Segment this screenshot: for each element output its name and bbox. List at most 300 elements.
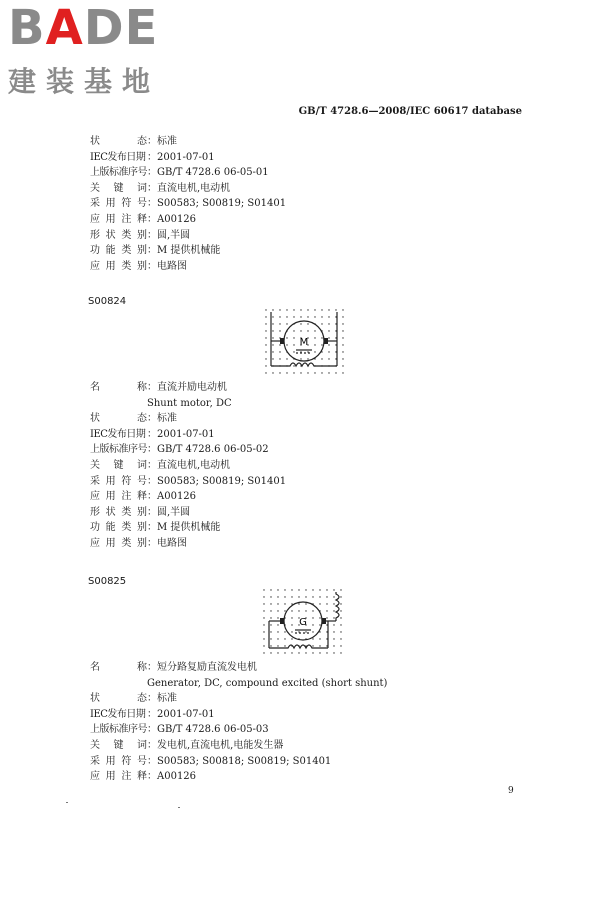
grid-dot	[272, 344, 273, 345]
grid-dot	[279, 344, 280, 345]
field-label: IEC发布日期	[90, 151, 146, 163]
field-label: 应 用 注 释	[90, 771, 147, 783]
grid-dot	[279, 323, 280, 324]
field-label: IEC发布日期	[90, 708, 146, 720]
standard-header: GB/T 4728.6—2008/IEC 60617 database	[298, 106, 522, 117]
scan-speck	[178, 807, 180, 808]
grid-dot	[291, 652, 292, 653]
grid-dot	[263, 589, 264, 590]
label-colon: ：	[147, 382, 157, 393]
grid-dot	[263, 631, 264, 632]
grid-dot	[291, 624, 292, 625]
logo-letters: B	[8, 0, 46, 56]
grid-dot	[293, 365, 294, 366]
motor-letter: M	[299, 337, 309, 348]
label-colon: ：	[147, 260, 157, 272]
grid-dot	[263, 610, 264, 611]
grid-dot	[333, 589, 334, 590]
grid-dot	[263, 617, 264, 618]
grid-dot	[335, 372, 336, 373]
field-value: 标准	[157, 136, 177, 147]
grid-dot	[340, 624, 341, 625]
field-label: 形 状 类 别	[90, 229, 147, 241]
grid-dot	[279, 372, 280, 373]
brush-right	[322, 618, 326, 624]
grid-dot	[328, 330, 329, 331]
field-value: 圆,半圆	[157, 229, 191, 241]
grid-dot	[270, 596, 271, 597]
grid-dot	[293, 372, 294, 373]
label-colon: ：	[147, 198, 157, 210]
grid-dot	[321, 316, 322, 317]
record-row	[90, 165, 530, 181]
grid-dot	[333, 610, 334, 611]
grid-dot	[286, 372, 287, 373]
grid-dot	[326, 596, 327, 597]
grid-dot	[314, 316, 315, 317]
grid-dot	[286, 316, 287, 317]
grid-dot	[279, 316, 280, 317]
field-label: 形 状 类 别	[90, 506, 147, 518]
grid-dot	[321, 372, 322, 373]
grid-dot	[340, 617, 341, 618]
grid-dot	[342, 337, 343, 338]
grid-dot	[286, 337, 287, 338]
record-row	[90, 212, 530, 228]
grid-dot	[342, 351, 343, 352]
label-colon: ：	[147, 522, 157, 534]
grid-dot	[326, 589, 327, 590]
field-value: 电路图	[157, 537, 187, 549]
label-colon: ：	[147, 413, 157, 425]
grid-dot	[312, 610, 313, 611]
grid-dot	[333, 645, 334, 646]
grid-dot	[319, 652, 320, 653]
grid-dot	[326, 617, 327, 618]
grid-dot	[342, 316, 343, 317]
grid-dot	[270, 638, 271, 639]
field-value: 短分路复励直流发电机	[157, 662, 257, 673]
field-value: GB/T 4728.6 06-05-02	[157, 444, 269, 456]
grid-dot	[272, 316, 273, 317]
label-colon: ：	[147, 475, 157, 487]
field-label: 应 用 注 释	[90, 491, 147, 503]
grid-dot	[293, 330, 294, 331]
record-row	[90, 489, 530, 505]
grid-dot	[291, 610, 292, 611]
brand-logo	[8, 2, 158, 54]
grid-dot	[270, 603, 271, 604]
grid-dot	[277, 652, 278, 653]
record-row	[90, 196, 530, 212]
grid-dot	[333, 652, 334, 653]
field-label: 关 键 词	[90, 459, 147, 471]
grid-dot	[340, 610, 341, 611]
grid-dot	[300, 309, 301, 310]
grid-dot	[328, 358, 329, 359]
grid-dot	[277, 603, 278, 604]
field-value: 标准	[157, 413, 177, 425]
grid-dot	[328, 351, 329, 352]
grid-dot	[263, 645, 264, 646]
grid-dot	[321, 337, 322, 338]
grid-dot	[326, 652, 327, 653]
grid-dot	[279, 330, 280, 331]
grid-dot	[312, 645, 313, 646]
grid-dot	[272, 323, 273, 324]
shunt-winding	[271, 363, 337, 366]
grid-dot	[279, 309, 280, 310]
grid-dot	[328, 323, 329, 324]
grid-dot	[270, 589, 271, 590]
grid-dot	[307, 323, 308, 324]
grid-dot	[270, 631, 271, 632]
grid-dot	[265, 351, 266, 352]
label-colon: ：	[147, 491, 157, 503]
field-value: A00126	[157, 771, 197, 783]
field-value: S00583; S00818; S00819; S01401	[157, 755, 332, 767]
grid-dot	[277, 589, 278, 590]
label-colon: ：	[147, 213, 157, 225]
grid-dot	[284, 652, 285, 653]
field-label: 上版标准序号	[90, 444, 147, 456]
grid-dot	[333, 603, 334, 604]
grid-dot	[305, 596, 306, 597]
grid-dot	[319, 603, 320, 604]
record-row	[90, 536, 530, 552]
label-colon: ：	[147, 739, 157, 751]
grid-dot	[265, 323, 266, 324]
field-label: 状 态	[90, 693, 147, 705]
grid-dot	[263, 603, 264, 604]
field-label: 采 用 符 号	[90, 198, 147, 210]
grid-dot	[277, 610, 278, 611]
grid-dot	[277, 617, 278, 618]
grid-dot	[321, 358, 322, 359]
grid-dot	[272, 358, 273, 359]
grid-dot	[340, 603, 341, 604]
field-label: 应 用 类 别	[90, 260, 147, 272]
grid-dot	[284, 610, 285, 611]
grid-dot	[305, 652, 306, 653]
symbol-code: S00824	[88, 296, 127, 307]
field-label: 上版标准序号	[90, 724, 147, 736]
grid-dot	[293, 309, 294, 310]
grid-dot	[342, 309, 343, 310]
grid-dot	[312, 624, 313, 625]
field-label: 功 能 类 别	[90, 522, 147, 534]
label-colon: ：	[147, 755, 157, 767]
label-colon: ：	[147, 537, 157, 549]
field-value: 圆,半圆	[157, 506, 191, 518]
field-label: 名 称	[90, 382, 147, 393]
record-row	[90, 411, 530, 427]
field-label: 上版标准序号	[90, 167, 147, 179]
grid-dot	[312, 638, 313, 639]
brush-left	[280, 618, 284, 624]
field-value: 发电机,直流电机,电能发生器	[157, 739, 284, 751]
field-value: Generator, DC, compound excited (short shunt)	[147, 677, 388, 689]
grid-dot	[321, 344, 322, 345]
record-row	[90, 769, 530, 785]
field-label: IEC发布日期	[90, 428, 146, 440]
grid-dot	[298, 589, 299, 590]
record-row	[90, 134, 530, 150]
record-row	[90, 380, 530, 396]
field-label: 状 态	[90, 413, 147, 425]
grid-dot	[298, 603, 299, 604]
grid-dot	[342, 365, 343, 366]
grid-dot	[328, 309, 329, 310]
label-colon: ：	[147, 167, 157, 179]
grid-dot	[328, 344, 329, 345]
grid-dot	[305, 589, 306, 590]
record-row	[90, 442, 530, 458]
symbol-code: S00825	[88, 576, 127, 587]
grid-dot	[340, 645, 341, 646]
record-row	[90, 243, 530, 259]
grid-dot	[270, 652, 271, 653]
field-value: S00583; S00819; S01401	[157, 198, 287, 210]
brush-right	[324, 338, 328, 344]
grid-dot	[265, 344, 266, 345]
grid-dot	[319, 638, 320, 639]
grid-dot	[265, 337, 266, 338]
grid-dot	[342, 344, 343, 345]
grid-dot	[277, 631, 278, 632]
grid-dot	[265, 309, 266, 310]
grid-dot	[333, 638, 334, 639]
grid-dot	[314, 309, 315, 310]
record-row	[90, 396, 530, 412]
field-value: 标准	[157, 693, 177, 705]
grid-dot	[312, 589, 313, 590]
grid-dot	[284, 603, 285, 604]
grid-dot	[265, 330, 266, 331]
grid-dot	[321, 309, 322, 310]
record-row	[90, 754, 530, 770]
grid-dot	[270, 624, 271, 625]
grid-dot	[307, 330, 308, 331]
field-value: A00126	[157, 491, 197, 503]
label-colon: ：	[147, 229, 157, 241]
label-colon: ：	[147, 771, 157, 783]
grid-dot	[279, 358, 280, 359]
field-label: 名 称	[90, 662, 147, 673]
record-row	[90, 660, 530, 676]
grid-dot	[312, 617, 313, 618]
logo-accent-letter: A	[45, 0, 84, 56]
grid-dot	[263, 652, 264, 653]
shunt-motor-symbol	[264, 308, 344, 376]
grid-dot	[284, 631, 285, 632]
grid-dot	[286, 323, 287, 324]
grid-dot	[272, 337, 273, 338]
record-section-2	[90, 380, 530, 552]
grid-dot	[326, 610, 327, 611]
compound-generator-symbol	[262, 588, 348, 658]
grid-dot	[305, 631, 306, 632]
record-row	[90, 259, 530, 275]
grid-dot	[305, 603, 306, 604]
grid-dot	[263, 638, 264, 639]
grid-dot	[305, 610, 306, 611]
field-value: Shunt motor, DC	[147, 397, 232, 409]
grid-dot	[342, 330, 343, 331]
grid-dot	[314, 337, 315, 338]
field-label: 应 用 注 释	[90, 213, 147, 225]
grid-dot	[263, 624, 264, 625]
label-colon: ：	[147, 724, 157, 736]
grid-dot	[319, 596, 320, 597]
grid-dot	[314, 372, 315, 373]
record-row	[90, 691, 530, 707]
field-value: 2001-07-01	[157, 428, 215, 440]
field-label: 关 键 词	[90, 739, 147, 751]
grid-dot	[270, 617, 271, 618]
record-row	[90, 228, 530, 244]
grid-dot	[272, 351, 273, 352]
grid-dot	[300, 323, 301, 324]
grid-dot	[333, 624, 334, 625]
field-value: GB/T 4728.6 06-05-01	[157, 167, 269, 179]
grid-dot	[291, 617, 292, 618]
field-value: S00583; S00819; S01401	[157, 475, 287, 487]
label-colon: ：	[147, 182, 157, 194]
grid-dot	[277, 624, 278, 625]
grid-dot	[307, 372, 308, 373]
label-colon: ：	[147, 151, 157, 163]
grid-dot	[293, 337, 294, 338]
field-label: 采 用 符 号	[90, 755, 147, 767]
grid-dot	[286, 358, 287, 359]
grid-dot	[326, 603, 327, 604]
grid-dot	[284, 596, 285, 597]
grid-dot	[291, 589, 292, 590]
record-row	[90, 181, 530, 197]
grid-dot	[300, 358, 301, 359]
label-colon: ：	[147, 506, 157, 518]
grid-dot	[342, 323, 343, 324]
field-label: 应 用 类 别	[90, 537, 147, 549]
record-row	[90, 427, 530, 443]
grid-dot	[328, 337, 329, 338]
field-value: GB/T 4728.6 06-05-03	[157, 724, 269, 736]
grid-dot	[277, 638, 278, 639]
grid-dot	[300, 330, 301, 331]
grid-dot	[333, 596, 334, 597]
grid-dot	[291, 638, 292, 639]
grid-dot	[314, 344, 315, 345]
grid-dot	[312, 596, 313, 597]
field-label: 关 键 词	[90, 182, 147, 194]
grid-dot	[270, 645, 271, 646]
record-row	[90, 505, 530, 521]
grid-dot	[307, 309, 308, 310]
grid-dot	[319, 617, 320, 618]
grid-dot	[293, 316, 294, 317]
grid-dot	[314, 330, 315, 331]
field-value: 直流电机,电动机	[157, 182, 231, 194]
grid-dot	[319, 589, 320, 590]
grid-dot	[298, 596, 299, 597]
grid-dot	[300, 372, 301, 373]
grid-dot	[319, 645, 320, 646]
field-value: 2001-07-01	[157, 708, 215, 720]
label-colon: ：	[147, 136, 157, 147]
grid-dot	[286, 344, 287, 345]
field-value: 2001-07-01	[157, 151, 215, 163]
grid-dot	[277, 645, 278, 646]
label-colon: ：	[147, 245, 157, 257]
grid-dot	[328, 316, 329, 317]
grid-dot	[342, 358, 343, 359]
grid-dot	[277, 596, 278, 597]
grid-dot	[272, 309, 273, 310]
field-label: 采 用 符 号	[90, 475, 147, 487]
grid-dot	[314, 351, 315, 352]
grid-dot	[328, 372, 329, 373]
record-row	[90, 738, 530, 754]
field-value: 电路图	[157, 260, 187, 272]
field-value: M 提供机械能	[157, 245, 221, 257]
record-row	[90, 676, 530, 692]
record-row	[90, 474, 530, 490]
record-row	[90, 150, 530, 166]
grid-dot	[340, 631, 341, 632]
grid-dot	[333, 617, 334, 618]
grid-dot	[307, 316, 308, 317]
field-label: 状 态	[90, 136, 147, 147]
field-value: 直流电机,电动机	[157, 459, 231, 471]
field-value: A00126	[157, 213, 197, 225]
label-colon: ：	[147, 708, 157, 720]
series-winding	[336, 592, 339, 621]
grid-dot	[265, 372, 266, 373]
grid-dot	[300, 316, 301, 317]
grid-dot	[340, 589, 341, 590]
brush-left	[280, 338, 284, 344]
field-value: M 提供机械能	[157, 522, 221, 534]
grid-dot	[307, 358, 308, 359]
field-label: 功 能 类 别	[90, 245, 147, 257]
grid-dot	[263, 596, 264, 597]
record-row	[90, 722, 530, 738]
grid-dot	[291, 596, 292, 597]
field-value: 直流并励电动机	[157, 382, 227, 393]
page-number: 9	[508, 786, 514, 796]
label-colon: ：	[147, 428, 157, 440]
grid-dot	[291, 631, 292, 632]
grid-dot	[272, 330, 273, 331]
grid-dot	[321, 323, 322, 324]
label-colon: ：	[147, 662, 157, 673]
generator-letter: G	[299, 617, 307, 628]
grid-dot	[340, 638, 341, 639]
scan-speck	[66, 802, 68, 803]
record-section-1	[90, 134, 530, 274]
grid-dot	[333, 631, 334, 632]
grid-dot	[293, 351, 294, 352]
grid-dot	[272, 372, 273, 373]
record-section-3	[90, 660, 530, 785]
label-colon: ：	[147, 693, 157, 705]
record-row	[90, 458, 530, 474]
grid-dot	[340, 596, 341, 597]
grid-dot	[284, 589, 285, 590]
record-row	[90, 520, 530, 536]
grid-dot	[312, 631, 313, 632]
